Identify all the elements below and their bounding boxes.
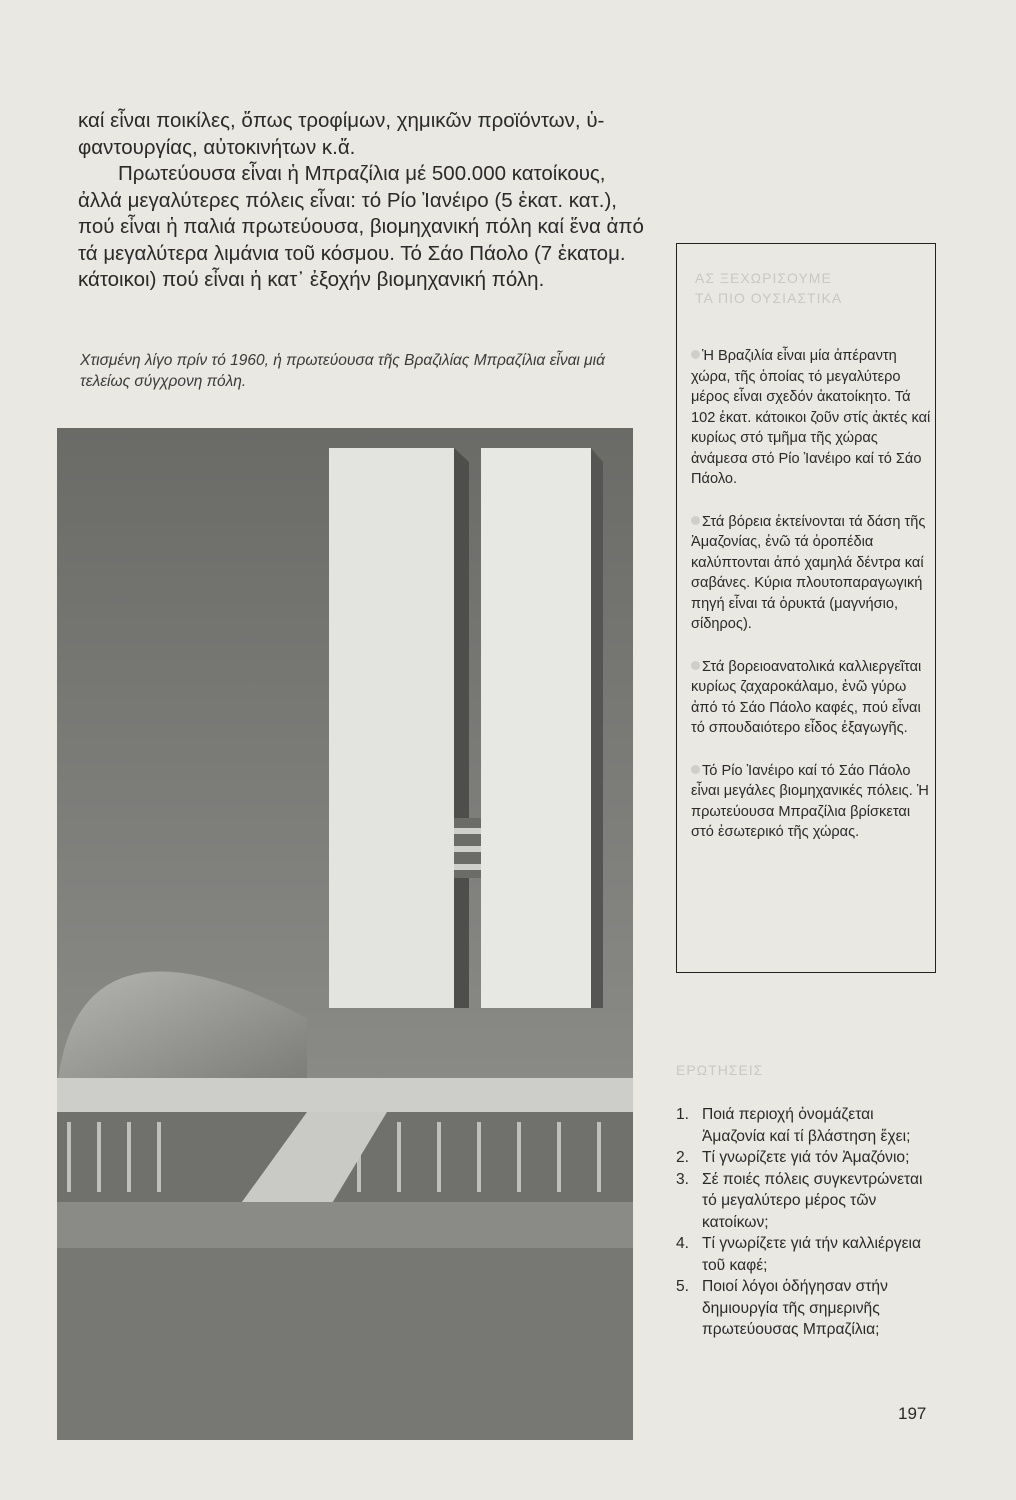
brasilia-photo [57, 428, 633, 1440]
bullet-icon [691, 516, 700, 525]
list-item: Στά βορειοανατολικά καλλιεργεῖται κυρίως ζαχαροκάλαμο, ἐνῶ γύρω ἀπό τό Σάο Πάολο καφές, πού εἶναι τό σπουδαιότερο εἶδος ἐξαγωγῆς. [691, 658, 922, 736]
summary-box [676, 243, 936, 973]
main-text-para2: Πρωτεύουσα εἶναι ἡ Μπραζίλια μέ 500.000 κατοίκους, ἀλλά μεγαλύτερες πόλεις εἶναι: τό Ρίο Ἰανέιρο (5 ἑκατ. κατ.), πού εἶναι ἡ παλιά πρωτεύουσα, βιομηχανική πόλη καί ἕνα ἀπό τά μεγαλύτερα λιμάνια τοῦ κόσμου. Τό Σάο Πάολο (7 ἑκατομ. κάτοικοι) πού εἶναι ἡ κατ᾽ ἐξοχήν βιομηχανική πόλη. [78, 162, 644, 291]
bullet-icon [691, 350, 700, 359]
question-item: 4. Τί γνωρίζετε γιά τήν καλλιέργεια τοῦ καφέ; [676, 1235, 921, 1274]
questions-list [676, 1104, 941, 1341]
main-paragraph [78, 108, 648, 294]
summary-list [691, 346, 931, 865]
question-item: 1. Ποιά περιοχή ὀνομάζεται Ἀμαζονία καί τί βλάστηση ἔχει; [676, 1106, 911, 1145]
page-number: 197 [898, 1404, 927, 1423]
questions-title: ΕΡΩΤΗΣΕΙΣ [676, 1062, 764, 1078]
question-item: 5. Ποιοί λόγοι ὁδήγησαν στήν δημιουργία τῆς σημερινῆς πρωτεύουσας Μπραζίλια; [676, 1278, 888, 1338]
summary-title: ΑΣ ΞΕΧΩΡΙΣΟΥΜΕ ΤΑ ΠΙΟ ΟΥΣΙΑΣΤΙΚΑ [695, 270, 843, 306]
tower-left [329, 448, 454, 1008]
photo-caption: Χτισμένη λίγο πρίν τό 1960, ἡ πρωτεύουσα τῆς Βραζιλίας Μπραζίλια εἶναι μιά τελείως σύγχρονη πόλη. [80, 352, 605, 390]
question-item: 3. Σέ ποιές πόλεις συγκεντρώνεται τό μεγαλύτερο μέρος τῶν κατοίκων; [676, 1170, 923, 1231]
list-item: Στά βόρεια ἐκτείνονται τά δάση τῆς Ἀμαζονίας, ἐνῶ τά ὀροπέδια καλύπτονται ἀπό χαμηλά δέντρα καί σαβάνες. Κύρια πλουτοπαραγωγική πηγή εἶναι τά ὀρυκτά (μαγνήσιο, σίδηρος). [691, 513, 926, 632]
main-text-line1: καί εἶναι ποικίλες, ὅπως τροφίμων, χημικῶν προϊόντων, ὑ-φαντουργίας, αὐτοκινήτων κ.ἄ. [78, 109, 605, 159]
bullet-icon [691, 661, 700, 670]
list-item: Ἡ Βραζιλία εἶναι μία ἀπέραντη χώρα, τῆς ὁποίας τό μεγαλύτερο μέρος εἶναι σχεδόν ἀκατοίκητο. Τά 102 ἑκατ. κάτοικοι ζοῦν στίς ἀκτές καί κυρίως στό τμῆμα τῆς χώρας ἀνάμεσα στό Ρίο Ἰανέιρο καί τό Σάο Πάολο. [691, 348, 931, 487]
question-item: 2. Τί γνωρίζετε γιά τόν Ἀμαζόνιο; [676, 1149, 910, 1166]
list-item: Τό Ρίο Ἰανέιρο καί τό Σάο Πάολο εἶναι μεγάλες βιομηχανικές πόλεις. Ἡ πρωτεύουσα Μπραζίλια βρίσκεται στό ἐσωτερικό τῆς χώρας. [691, 762, 929, 840]
tower-right [481, 448, 591, 1008]
bullet-icon [691, 765, 700, 774]
